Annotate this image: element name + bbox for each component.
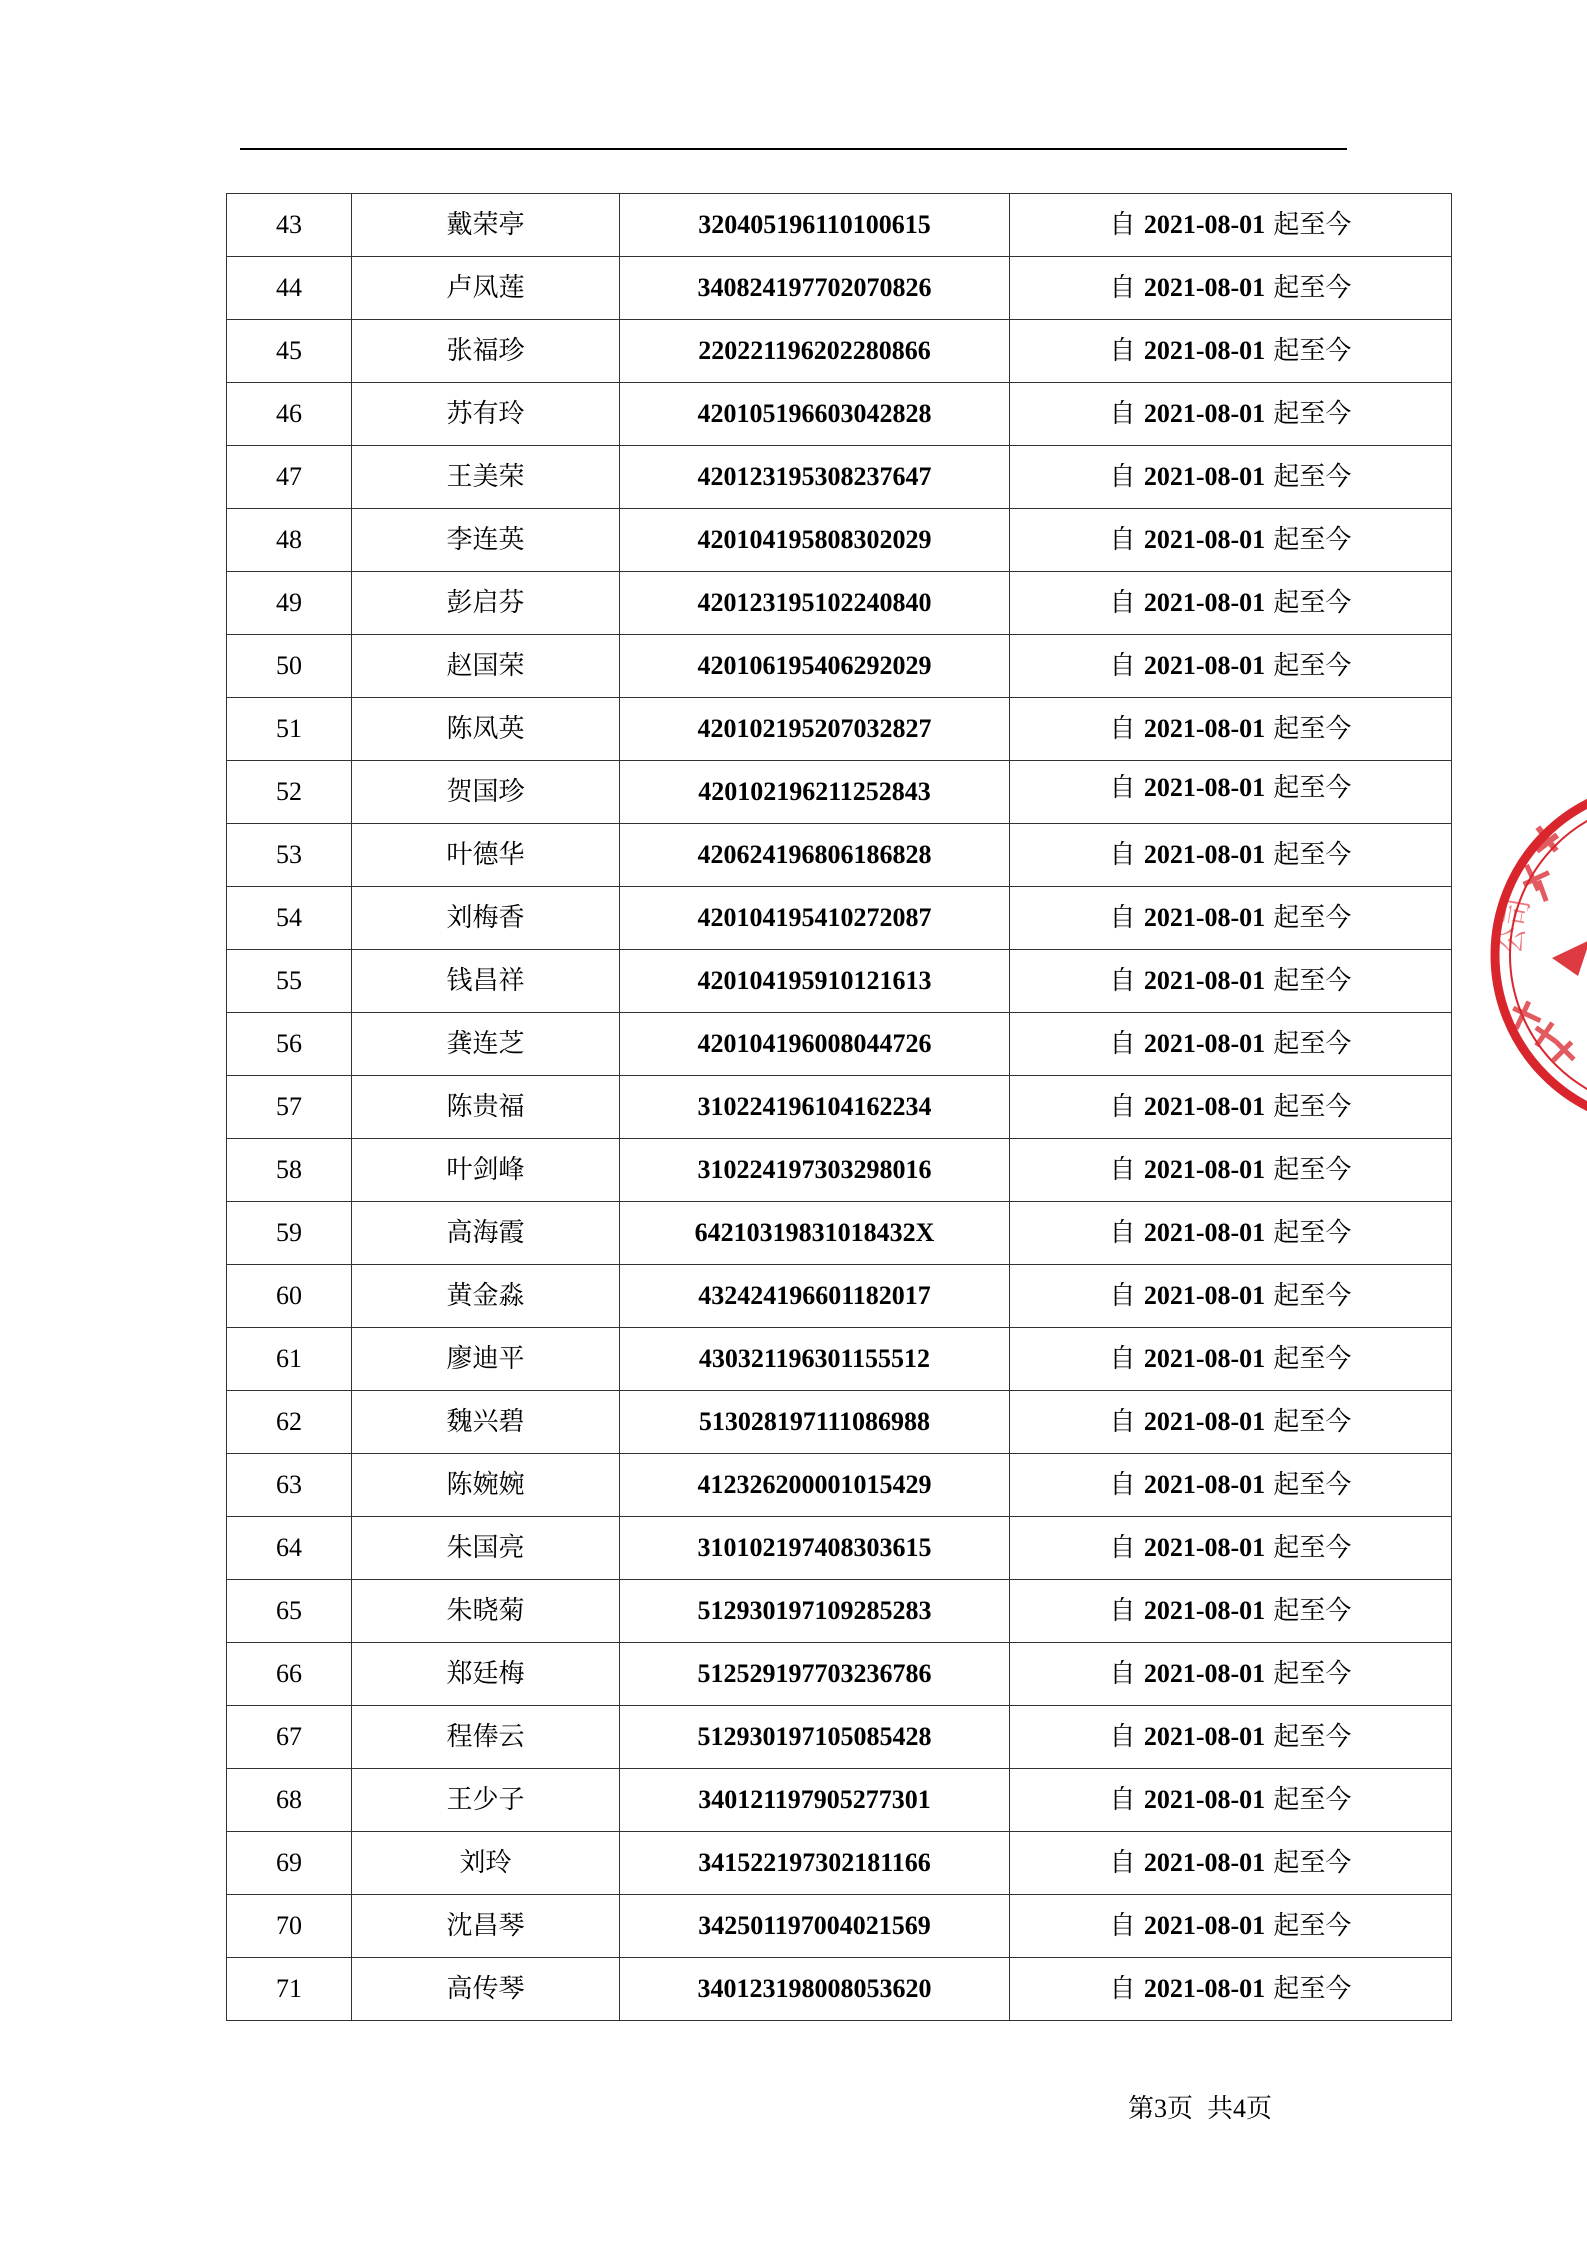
period-prefix: 自	[1109, 210, 1136, 240]
person-name: 陈贵福	[352, 1076, 620, 1139]
coverage-period	[1010, 572, 1452, 635]
period-start-date: 2021-08-01	[1143, 1470, 1266, 1499]
period-prefix: 自	[1109, 1659, 1136, 1689]
id-number: 340824197702070826	[620, 257, 1010, 320]
period-start-date: 2021-08-01	[1143, 1596, 1266, 1625]
row-number: 71	[227, 1958, 352, 2021]
period-suffix: 起至今	[1273, 1785, 1352, 1815]
table-row	[227, 257, 1452, 320]
table-row	[227, 1139, 1452, 1202]
period-prefix: 自	[1109, 1218, 1136, 1248]
id-number: 512930197105085428	[620, 1706, 1010, 1769]
person-name: 廖迪平	[352, 1328, 620, 1391]
period-suffix: 起至今	[1273, 1344, 1352, 1374]
period-suffix: 起至今	[1273, 714, 1352, 744]
id-number: 340121197905277301	[620, 1769, 1010, 1832]
period-start-date: 2021-08-01	[1143, 336, 1266, 365]
person-name: 苏有玲	[352, 383, 620, 446]
row-number: 68	[227, 1769, 352, 1832]
id-number: 310224196104162234	[620, 1076, 1010, 1139]
row-number: 48	[227, 509, 352, 572]
table-row	[227, 1391, 1452, 1454]
id-number: 420106195406292029	[620, 635, 1010, 698]
seal-text: 公司	[1493, 895, 1537, 957]
id-number: 420123195102240840	[620, 572, 1010, 635]
period-prefix: 自	[1109, 714, 1136, 744]
id-number: 420104195808302029	[620, 509, 1010, 572]
table-row	[227, 635, 1452, 698]
id-number: 340123198008053620	[620, 1958, 1010, 2021]
period-prefix: 自	[1109, 1092, 1136, 1122]
period-suffix: 起至今	[1273, 1407, 1352, 1437]
row-number: 52	[227, 761, 352, 824]
period-start-date: 2021-08-01	[1143, 714, 1266, 743]
period-start-date: 2021-08-01	[1143, 525, 1266, 554]
person-name: 陈婉婉	[352, 1454, 620, 1517]
period-start-date: 2021-08-01	[1143, 1659, 1266, 1688]
period-suffix: 起至今	[1273, 1911, 1352, 1941]
period-prefix: 自	[1109, 588, 1136, 618]
coverage-period	[1010, 383, 1452, 446]
table-row	[227, 1643, 1452, 1706]
coverage-period	[1010, 1643, 1452, 1706]
person-name: 叶德华	[352, 824, 620, 887]
period-suffix: 起至今	[1273, 903, 1352, 933]
coverage-period	[1010, 1391, 1452, 1454]
person-name: 魏兴碧	[352, 1391, 620, 1454]
person-name: 叶剑峰	[352, 1139, 620, 1202]
period-suffix: 起至今	[1273, 1218, 1352, 1248]
id-number: 513028197111086988	[620, 1391, 1010, 1454]
row-number: 65	[227, 1580, 352, 1643]
person-name: 贺国珍	[352, 761, 620, 824]
period-prefix: 自	[1109, 1911, 1136, 1941]
period-start-date: 2021-08-01	[1143, 1407, 1266, 1436]
id-number: 320405196110100615	[620, 194, 1010, 257]
id-number: 420104195910121613	[620, 950, 1010, 1013]
id-number: 420102196211252843	[620, 761, 1010, 824]
period-start-date: 2021-08-01	[1143, 210, 1266, 239]
row-number: 61	[227, 1328, 352, 1391]
coverage-period	[1010, 1454, 1452, 1517]
row-number: 55	[227, 950, 352, 1013]
company-seal	[1490, 780, 1587, 1130]
id-number: 310224197303298016	[620, 1139, 1010, 1202]
roster-body	[227, 194, 1452, 2021]
id-number: 341522197302181166	[620, 1832, 1010, 1895]
person-name: 程俸云	[352, 1706, 620, 1769]
row-number: 58	[227, 1139, 352, 1202]
table-row	[227, 1832, 1452, 1895]
period-start-date: 2021-08-01	[1143, 399, 1266, 428]
row-number: 49	[227, 572, 352, 635]
period-prefix: 自	[1109, 840, 1136, 870]
page-total: 共4页	[1207, 2094, 1273, 2123]
period-start-date: 2021-08-01	[1143, 462, 1266, 491]
period-start-date: 2021-08-01	[1143, 1281, 1266, 1310]
id-number: 420624196806186828	[620, 824, 1010, 887]
period-prefix: 自	[1109, 773, 1136, 803]
person-name: 陈凤英	[352, 698, 620, 761]
coverage-period	[1010, 320, 1452, 383]
period-suffix: 起至今	[1273, 399, 1352, 429]
period-prefix: 自	[1109, 273, 1136, 303]
person-name: 朱国亮	[352, 1517, 620, 1580]
row-number: 63	[227, 1454, 352, 1517]
row-number: 53	[227, 824, 352, 887]
row-number: 59	[227, 1202, 352, 1265]
id-number: 432424196601182017	[620, 1265, 1010, 1328]
table-row	[227, 761, 1452, 824]
period-prefix: 自	[1109, 1974, 1136, 2004]
person-name: 王少子	[352, 1769, 620, 1832]
table-row	[227, 320, 1452, 383]
id-number: 512930197109285283	[620, 1580, 1010, 1643]
row-number: 46	[227, 383, 352, 446]
table-row	[227, 1580, 1452, 1643]
id-number: 512529197703236786	[620, 1643, 1010, 1706]
period-suffix: 起至今	[1273, 966, 1352, 996]
period-suffix: 起至今	[1273, 773, 1352, 803]
coverage-period	[1010, 824, 1452, 887]
period-prefix: 自	[1109, 1155, 1136, 1185]
row-number: 62	[227, 1391, 352, 1454]
period-start-date: 2021-08-01	[1143, 1344, 1266, 1373]
period-suffix: 起至今	[1273, 1722, 1352, 1752]
period-prefix: 自	[1109, 651, 1136, 681]
table-row	[227, 446, 1452, 509]
coverage-period	[1010, 887, 1452, 950]
person-name: 钱昌祥	[352, 950, 620, 1013]
period-start-date: 2021-08-01	[1143, 651, 1266, 680]
period-start-date: 2021-08-01	[1143, 840, 1266, 869]
id-number: 412326200001015429	[620, 1454, 1010, 1517]
period-start-date: 2021-08-01	[1143, 1533, 1266, 1562]
header-rule	[240, 148, 1347, 150]
id-number: 420104195410272087	[620, 887, 1010, 950]
period-suffix: 起至今	[1273, 210, 1352, 240]
period-prefix: 自	[1109, 1470, 1136, 1500]
id-number: 310102197408303615	[620, 1517, 1010, 1580]
period-suffix: 起至今	[1273, 1533, 1352, 1563]
row-number: 70	[227, 1895, 352, 1958]
period-prefix: 自	[1109, 1029, 1136, 1059]
period-prefix: 自	[1109, 462, 1136, 492]
row-number: 64	[227, 1517, 352, 1580]
coverage-period	[1010, 1139, 1452, 1202]
table-row	[227, 572, 1452, 635]
period-suffix: 起至今	[1273, 1470, 1352, 1500]
table-row	[227, 1706, 1452, 1769]
table-row	[227, 698, 1452, 761]
period-prefix: 自	[1109, 1722, 1136, 1752]
period-suffix: 起至今	[1273, 588, 1352, 618]
period-suffix: 起至今	[1273, 273, 1352, 303]
coverage-period	[1010, 1895, 1452, 1958]
period-start-date: 2021-08-01	[1143, 1218, 1266, 1247]
table-row	[227, 1517, 1452, 1580]
person-name: 张福珍	[352, 320, 620, 383]
period-prefix: 自	[1109, 1596, 1136, 1626]
person-name: 龚连芝	[352, 1013, 620, 1076]
page-footer	[1128, 2088, 1286, 2125]
person-name: 卢凤莲	[352, 257, 620, 320]
row-number: 69	[227, 1832, 352, 1895]
coverage-period	[1010, 1517, 1452, 1580]
period-prefix: 自	[1109, 399, 1136, 429]
period-start-date: 2021-08-01	[1143, 1911, 1266, 1940]
period-prefix: 自	[1109, 525, 1136, 555]
period-start-date: 2021-08-01	[1143, 773, 1266, 802]
id-number: 64210319831018432X	[620, 1202, 1010, 1265]
row-number: 60	[227, 1265, 352, 1328]
coverage-period	[1010, 1265, 1452, 1328]
id-number: 430321196301155512	[620, 1328, 1010, 1391]
period-start-date: 2021-08-01	[1143, 1155, 1266, 1184]
id-number: 342501197004021569	[620, 1895, 1010, 1958]
row-number: 50	[227, 635, 352, 698]
period-suffix: 起至今	[1273, 840, 1352, 870]
table-row	[227, 824, 1452, 887]
period-start-date: 2021-08-01	[1143, 1029, 1266, 1058]
period-start-date: 2021-08-01	[1143, 1722, 1266, 1751]
table-row	[227, 950, 1452, 1013]
row-number: 47	[227, 446, 352, 509]
person-name: 黄金淼	[352, 1265, 620, 1328]
coverage-period	[1010, 1706, 1452, 1769]
row-number: 57	[227, 1076, 352, 1139]
coverage-period	[1010, 1202, 1452, 1265]
coverage-period	[1010, 1013, 1452, 1076]
table-row	[227, 194, 1452, 257]
period-start-date: 2021-08-01	[1143, 1974, 1266, 2003]
period-start-date: 2021-08-01	[1143, 966, 1266, 995]
coverage-period	[1010, 1769, 1452, 1832]
id-number: 420123195308237647	[620, 446, 1010, 509]
id-number: 420102195207032827	[620, 698, 1010, 761]
person-name: 王美荣	[352, 446, 620, 509]
id-number: 420104196008044726	[620, 1013, 1010, 1076]
table-row	[227, 1013, 1452, 1076]
coverage-period	[1010, 761, 1452, 824]
id-number: 420105196603042828	[620, 383, 1010, 446]
period-start-date: 2021-08-01	[1143, 273, 1266, 302]
table-row	[227, 1076, 1452, 1139]
table-row	[227, 1958, 1452, 2021]
table-row	[227, 1895, 1452, 1958]
person-name: 刘玲	[352, 1832, 620, 1895]
row-number: 54	[227, 887, 352, 950]
table-row	[227, 1454, 1452, 1517]
table-row	[227, 1769, 1452, 1832]
period-prefix: 自	[1109, 966, 1136, 996]
period-suffix: 起至今	[1273, 1092, 1352, 1122]
period-prefix: 自	[1109, 1407, 1136, 1437]
coverage-period	[1010, 1076, 1452, 1139]
period-prefix: 自	[1109, 336, 1136, 366]
period-prefix: 自	[1109, 1281, 1136, 1311]
table-row	[227, 1328, 1452, 1391]
person-name: 高传琴	[352, 1958, 620, 2021]
period-suffix: 起至今	[1273, 525, 1352, 555]
coverage-period	[1010, 950, 1452, 1013]
row-number: 67	[227, 1706, 352, 1769]
table-row	[227, 383, 1452, 446]
person-name: 赵国荣	[352, 635, 620, 698]
period-suffix: 起至今	[1273, 1281, 1352, 1311]
coverage-period	[1010, 635, 1452, 698]
row-number: 51	[227, 698, 352, 761]
person-name: 高海霞	[352, 1202, 620, 1265]
period-suffix: 起至今	[1273, 336, 1352, 366]
period-suffix: 起至今	[1273, 1659, 1352, 1689]
person-name: 朱晓菊	[352, 1580, 620, 1643]
period-start-date: 2021-08-01	[1143, 903, 1266, 932]
period-suffix: 起至今	[1273, 1155, 1352, 1185]
coverage-period	[1010, 509, 1452, 572]
period-suffix: 起至今	[1273, 1029, 1352, 1059]
person-name: 戴荣亭	[352, 194, 620, 257]
page-number: 第3页	[1128, 2094, 1194, 2123]
period-suffix: 起至今	[1273, 651, 1352, 681]
period-start-date: 2021-08-01	[1143, 1848, 1266, 1877]
period-suffix: 起至今	[1273, 1596, 1352, 1626]
period-prefix: 自	[1109, 903, 1136, 933]
period-start-date: 2021-08-01	[1143, 588, 1266, 617]
row-number: 43	[227, 194, 352, 257]
coverage-period	[1010, 1832, 1452, 1895]
period-start-date: 2021-08-01	[1143, 1785, 1266, 1814]
id-number: 220221196202280866	[620, 320, 1010, 383]
table-row	[227, 509, 1452, 572]
person-name: 彭启芬	[352, 572, 620, 635]
person-name: 郑廷梅	[352, 1643, 620, 1706]
row-number: 44	[227, 257, 352, 320]
period-suffix: 起至今	[1273, 462, 1352, 492]
period-suffix: 起至今	[1273, 1974, 1352, 2004]
coverage-period	[1010, 1958, 1452, 2021]
person-name: 刘梅香	[352, 887, 620, 950]
coverage-period	[1010, 1328, 1452, 1391]
period-prefix: 自	[1109, 1533, 1136, 1563]
table-row	[227, 887, 1452, 950]
person-name: 李连英	[352, 509, 620, 572]
table-row	[227, 1202, 1452, 1265]
row-number: 56	[227, 1013, 352, 1076]
table-row	[227, 1265, 1452, 1328]
period-prefix: 自	[1109, 1344, 1136, 1374]
coverage-period	[1010, 698, 1452, 761]
coverage-period	[1010, 257, 1452, 320]
period-start-date: 2021-08-01	[1143, 1092, 1266, 1121]
period-prefix: 自	[1109, 1785, 1136, 1815]
coverage-period	[1010, 194, 1452, 257]
row-number: 66	[227, 1643, 352, 1706]
period-prefix: 自	[1109, 1848, 1136, 1878]
row-number: 45	[227, 320, 352, 383]
coverage-period	[1010, 446, 1452, 509]
coverage-period	[1010, 1580, 1452, 1643]
period-suffix: 起至今	[1273, 1848, 1352, 1878]
roster-table	[226, 193, 1452, 2021]
person-name: 沈昌琴	[352, 1895, 620, 1958]
